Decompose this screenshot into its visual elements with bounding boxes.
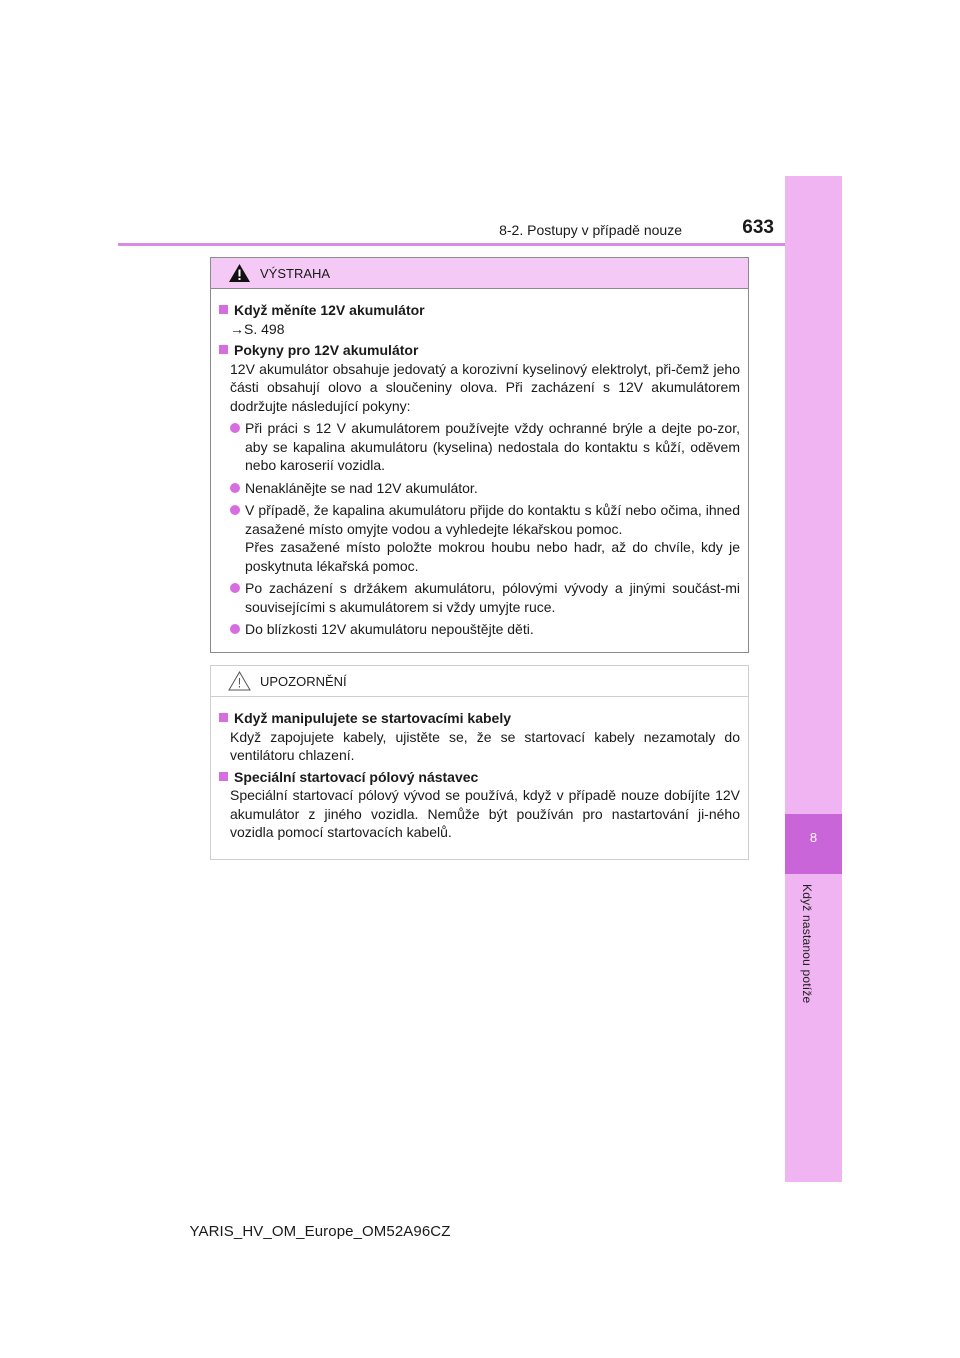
list-item: Do blízkosti 12V akumulátoru nepouštějte děti. — [219, 620, 740, 639]
document-code: YARIS_HV_OM_Europe_OM52A96CZ — [189, 1223, 451, 1240]
item-heading: Speciální startovací pólový nástavec — [234, 768, 479, 785]
warning-triangle-icon — [228, 263, 251, 283]
warning-item-2 — [219, 341, 740, 639]
warning-item-1 — [219, 301, 740, 338]
square-bullet-icon — [219, 345, 228, 354]
header-divider — [118, 243, 785, 246]
list-item: Při práci s 12 V akumulátorem používejte vždy ochranné brýle a dejte po-zor, aby se kapalina akumulátoru (kyselina) nedostala do kontaktu s kůží, oděvem nebo karoserií vozidla. — [219, 419, 740, 475]
list-item: Nenaklánějte se nad 12V akumulátor. — [219, 479, 740, 498]
round-bullet-icon — [230, 483, 240, 493]
square-bullet-icon — [219, 305, 228, 314]
item-text: Speciální startovací pólový vývod se používá, když v případě nouze dobíjíte 12V akumulátor z jiného vozidla. Nemůže být používán pro nastartování ji-ného vozidla pomocí startovacích kabelů. — [230, 787, 740, 840]
item-heading: Pokyny pro 12V akumulátor — [234, 342, 419, 358]
chapter-sidebar — [785, 176, 842, 1182]
round-bullet-icon — [230, 583, 240, 593]
round-bullet-icon — [230, 624, 240, 634]
list-item: Po zacházení s držákem akumulátoru, pólovými vývody a jinými součást-mi souvisejícími s akumulátorem si vždy umyjte ruce. — [219, 579, 740, 616]
list-item: V případě, že kapalina akumulátoru přijde do kontaktu s kůží nebo očima, ihned zasažené místo omyjte vodou a vyhledejte lékařskou pomoc. Přes zasažené místo položte mokrou houbu nebo hadr, až do chvíle, kdy je poskytnuta lékařská pomoc. — [219, 501, 740, 575]
square-bullet-icon — [219, 772, 228, 781]
round-bullet-icon — [230, 423, 240, 433]
item-text: Když zapojujete kabely, ujistěte se, že se startovací kabely nezamotaly do ventilátoru chlazení. — [230, 728, 740, 763]
warning-box — [210, 257, 749, 653]
caution-item-2 — [219, 768, 740, 842]
item-heading: Když manipulujete se startovacími kabely — [234, 710, 511, 726]
section-title: 8-2. Postupy v případě nouze — [499, 222, 682, 238]
caution-triangle-icon — [228, 671, 251, 691]
chapter-number: 8 — [809, 830, 818, 845]
chapter-title: Když nastanou potíže — [800, 884, 814, 1004]
caution-header — [211, 666, 748, 697]
item-text: 12V akumulátor obsahuje jedovatý a korozivní kyselinový elektrolyt, při-čemž jeho části obsahují olovo a sloučeniny olova. Při zacházení s 12V akumulátorem dodržujte následující pokyny: — [230, 360, 740, 414]
round-bullet-icon — [230, 505, 240, 515]
caution-item-1 — [219, 709, 740, 765]
page-reference[interactable]: →S. 498 — [230, 320, 285, 337]
caution-box — [210, 665, 749, 860]
square-bullet-icon — [219, 713, 228, 722]
item-heading: Když měníte 12V akumulátor — [234, 302, 425, 318]
warning-title: VÝSTRAHA — [260, 265, 331, 281]
warning-header — [211, 258, 748, 289]
page-number: 633 — [742, 217, 774, 238]
caution-title: UPOZORNĚNÍ — [260, 673, 347, 689]
